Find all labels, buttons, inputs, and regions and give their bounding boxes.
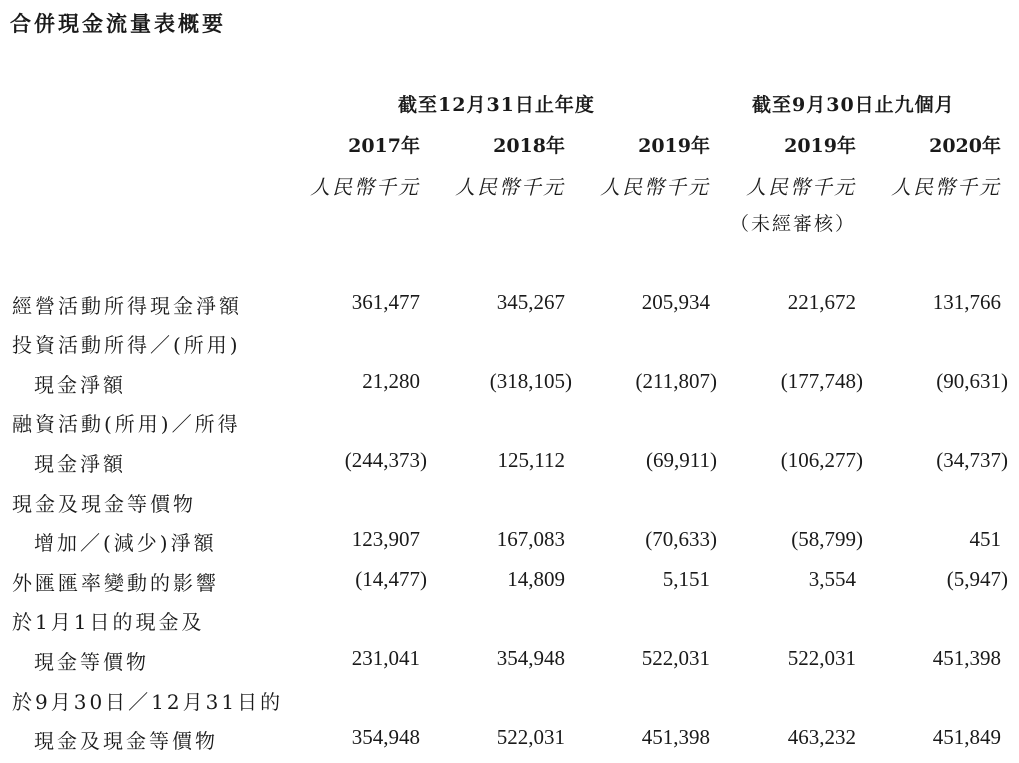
cell-value: 231,041 — [351, 646, 420, 670]
cell-value: 3,554 — [808, 567, 856, 591]
cell-value: 451,398 — [641, 725, 710, 749]
cell-value: 522,031 — [496, 725, 565, 749]
row-label: 現金淨額 — [34, 452, 126, 476]
column-currency: 人民幣千元 — [310, 175, 420, 199]
cell-value: 451,398 — [932, 646, 1001, 670]
cell-value: 5,151 — [662, 567, 710, 591]
cell-value: 167,083 — [496, 527, 565, 551]
cell-value: (69,911) — [646, 448, 717, 472]
unaudited-note: （未經審核） — [729, 213, 856, 235]
column-currency: 人民幣千元 — [891, 175, 1001, 199]
cell-value: 205,934 — [641, 290, 710, 314]
cell-value: (70,633) — [645, 527, 717, 551]
row-label: 於1月1日的現金及 — [12, 610, 205, 634]
row-label: 投資活動所得／(所用) — [12, 333, 241, 357]
cell-value: 522,031 — [787, 646, 856, 670]
column-currency: 人民幣千元 — [600, 175, 710, 199]
column-year: 2020年 — [929, 135, 1001, 157]
cell-value: 21,280 — [362, 369, 420, 393]
cell-value: (58,799) — [791, 527, 863, 551]
cell-value: 123,907 — [351, 527, 420, 551]
cell-value: 14,809 — [507, 567, 565, 591]
cell-value: 522,031 — [641, 646, 710, 670]
cell-value: (14,477) — [355, 567, 427, 591]
column-year: 2018年 — [493, 135, 565, 157]
group-header-nine-months: 截至9月30日止九個月 — [752, 94, 955, 116]
cell-value: 354,948 — [351, 725, 420, 749]
row-label: 現金及現金等價物 — [12, 492, 196, 516]
cell-value: 345,267 — [496, 290, 565, 314]
cell-value: (106,277) — [780, 448, 863, 472]
row-label: 現金淨額 — [34, 373, 126, 397]
row-label: 外匯匯率變動的影響 — [12, 571, 219, 595]
cell-value: 463,232 — [787, 725, 856, 749]
cell-value: 354,948 — [496, 646, 565, 670]
cell-value: (34,737) — [936, 448, 1008, 472]
column-currency: 人民幣千元 — [746, 175, 856, 199]
row-label: 於9月30日／12月31日的 — [12, 690, 284, 714]
cell-value: (244,373) — [344, 448, 427, 472]
row-label: 增加／(減少)淨額 — [34, 531, 217, 555]
column-year: 2019年 — [638, 135, 710, 157]
column-currency: 人民幣千元 — [455, 175, 565, 199]
page-title: 合併現金流量表概要 — [10, 12, 226, 36]
cell-value: 361,477 — [351, 290, 420, 314]
row-label: 融資活動(所用)／所得 — [12, 412, 241, 436]
column-year: 2019年 — [784, 135, 856, 157]
row-label: 現金等價物 — [34, 650, 149, 674]
row-label: 經營活動所得現金淨額 — [12, 294, 242, 318]
cell-value: (177,748) — [780, 369, 863, 393]
group-header-year-ended: 截至12月31日止年度 — [398, 94, 595, 116]
cell-value: 221,672 — [787, 290, 856, 314]
cell-value: 125,112 — [497, 448, 565, 472]
cell-value: 451,849 — [932, 725, 1001, 749]
row-label: 現金及現金等價物 — [34, 729, 218, 753]
cell-value: 451 — [969, 527, 1001, 551]
cell-value: 131,766 — [932, 290, 1001, 314]
column-year: 2017年 — [348, 135, 420, 157]
cell-value: (5,947) — [946, 567, 1008, 591]
cell-value: (318,105) — [489, 369, 572, 393]
cell-value: (90,631) — [936, 369, 1008, 393]
cell-value: (211,807) — [635, 369, 717, 393]
